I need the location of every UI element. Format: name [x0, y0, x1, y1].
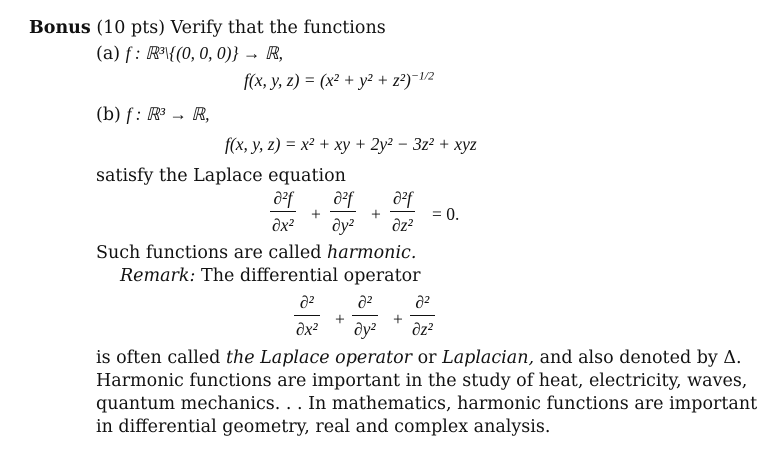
closing-text: or: [417, 348, 437, 368]
laplace-intro: satisfy the Laplace equation: [96, 166, 346, 186]
laplace-term-x: [270, 188, 296, 236]
part-a-domain: f : ℝ³\{(0, 0, 0)} → ℝ,: [125, 43, 283, 63]
harmonic-text: Such functions are called: [96, 243, 322, 263]
harmonic-term: harmonic.: [326, 243, 417, 263]
laplace-term-z: [390, 188, 415, 236]
part-a-formula: [244, 68, 435, 90]
closing-line-3: quantum mechanics. . . In mathematics, harmonic functions are important: [96, 394, 758, 414]
points-label: (10 pts): [96, 18, 166, 38]
part-a-label: (a): [96, 44, 121, 64]
part-b-label: (b): [96, 105, 121, 125]
part-a-map: [96, 45, 283, 64]
remark-text: The differential operator: [201, 266, 421, 286]
plus-sign: +: [311, 204, 321, 224]
part-a-formula-base: f(x, y, z) = (x² + y² + z²): [244, 70, 411, 90]
problem-heading: [29, 20, 386, 38]
remark-label: Remark:: [120, 266, 196, 286]
operator-term-y: [352, 292, 378, 340]
closing-line-4: in differential geometry, real and complex analysis.: [96, 417, 551, 437]
part-b-map: [96, 106, 209, 125]
operator-term-y-den: ∂y²: [352, 315, 378, 340]
laplacian-term: Laplacian,: [442, 348, 535, 368]
bonus-label: Bonus: [29, 18, 91, 38]
closing-text: is often called: [96, 348, 221, 368]
intro-text: Verify that the functions: [170, 18, 386, 38]
operator-term-x: [294, 292, 320, 340]
closing-line-1: [96, 347, 742, 370]
laplace-term-y: [330, 188, 356, 236]
operator-term-z-den: ∂z²: [410, 315, 435, 340]
laplace-operator-term: the Laplace operator: [225, 348, 413, 368]
operator-term-z: [410, 292, 435, 340]
laplace-term-z-num: ∂²f: [392, 188, 412, 208]
harmonic-sentence: [96, 245, 416, 263]
remark-sentence: [120, 268, 421, 286]
laplace-term-y-num: ∂²f: [333, 188, 353, 208]
closing-text: and also denoted by Δ.: [539, 348, 742, 368]
laplace-term-x-num: ∂²f: [273, 188, 293, 208]
laplace-term-z-den: ∂z²: [390, 211, 415, 236]
part-a-formula-exponent: −1/2: [410, 68, 435, 83]
equation-rhs: = 0.: [432, 204, 460, 224]
plus-sign: +: [393, 309, 403, 329]
plus-sign: +: [335, 309, 345, 329]
part-b-domain: f : ℝ³ → ℝ,: [126, 104, 210, 124]
part-b-formula: f(x, y, z) = x² + xy + 2y² − 3z² + xyz: [225, 134, 477, 154]
operator-term-z-num: ∂²: [415, 292, 430, 312]
operator-term-y-num: ∂²: [357, 292, 372, 312]
plus-sign: +: [371, 204, 381, 224]
laplace-term-y-den: ∂y²: [330, 211, 356, 236]
operator-term-x-num: ∂²: [299, 292, 314, 312]
laplace-term-x-den: ∂x²: [270, 211, 296, 236]
closing-line-2: Harmonic functions are important in the study of heat, electricity, waves,: [96, 371, 748, 391]
operator-term-x-den: ∂x²: [294, 315, 320, 340]
